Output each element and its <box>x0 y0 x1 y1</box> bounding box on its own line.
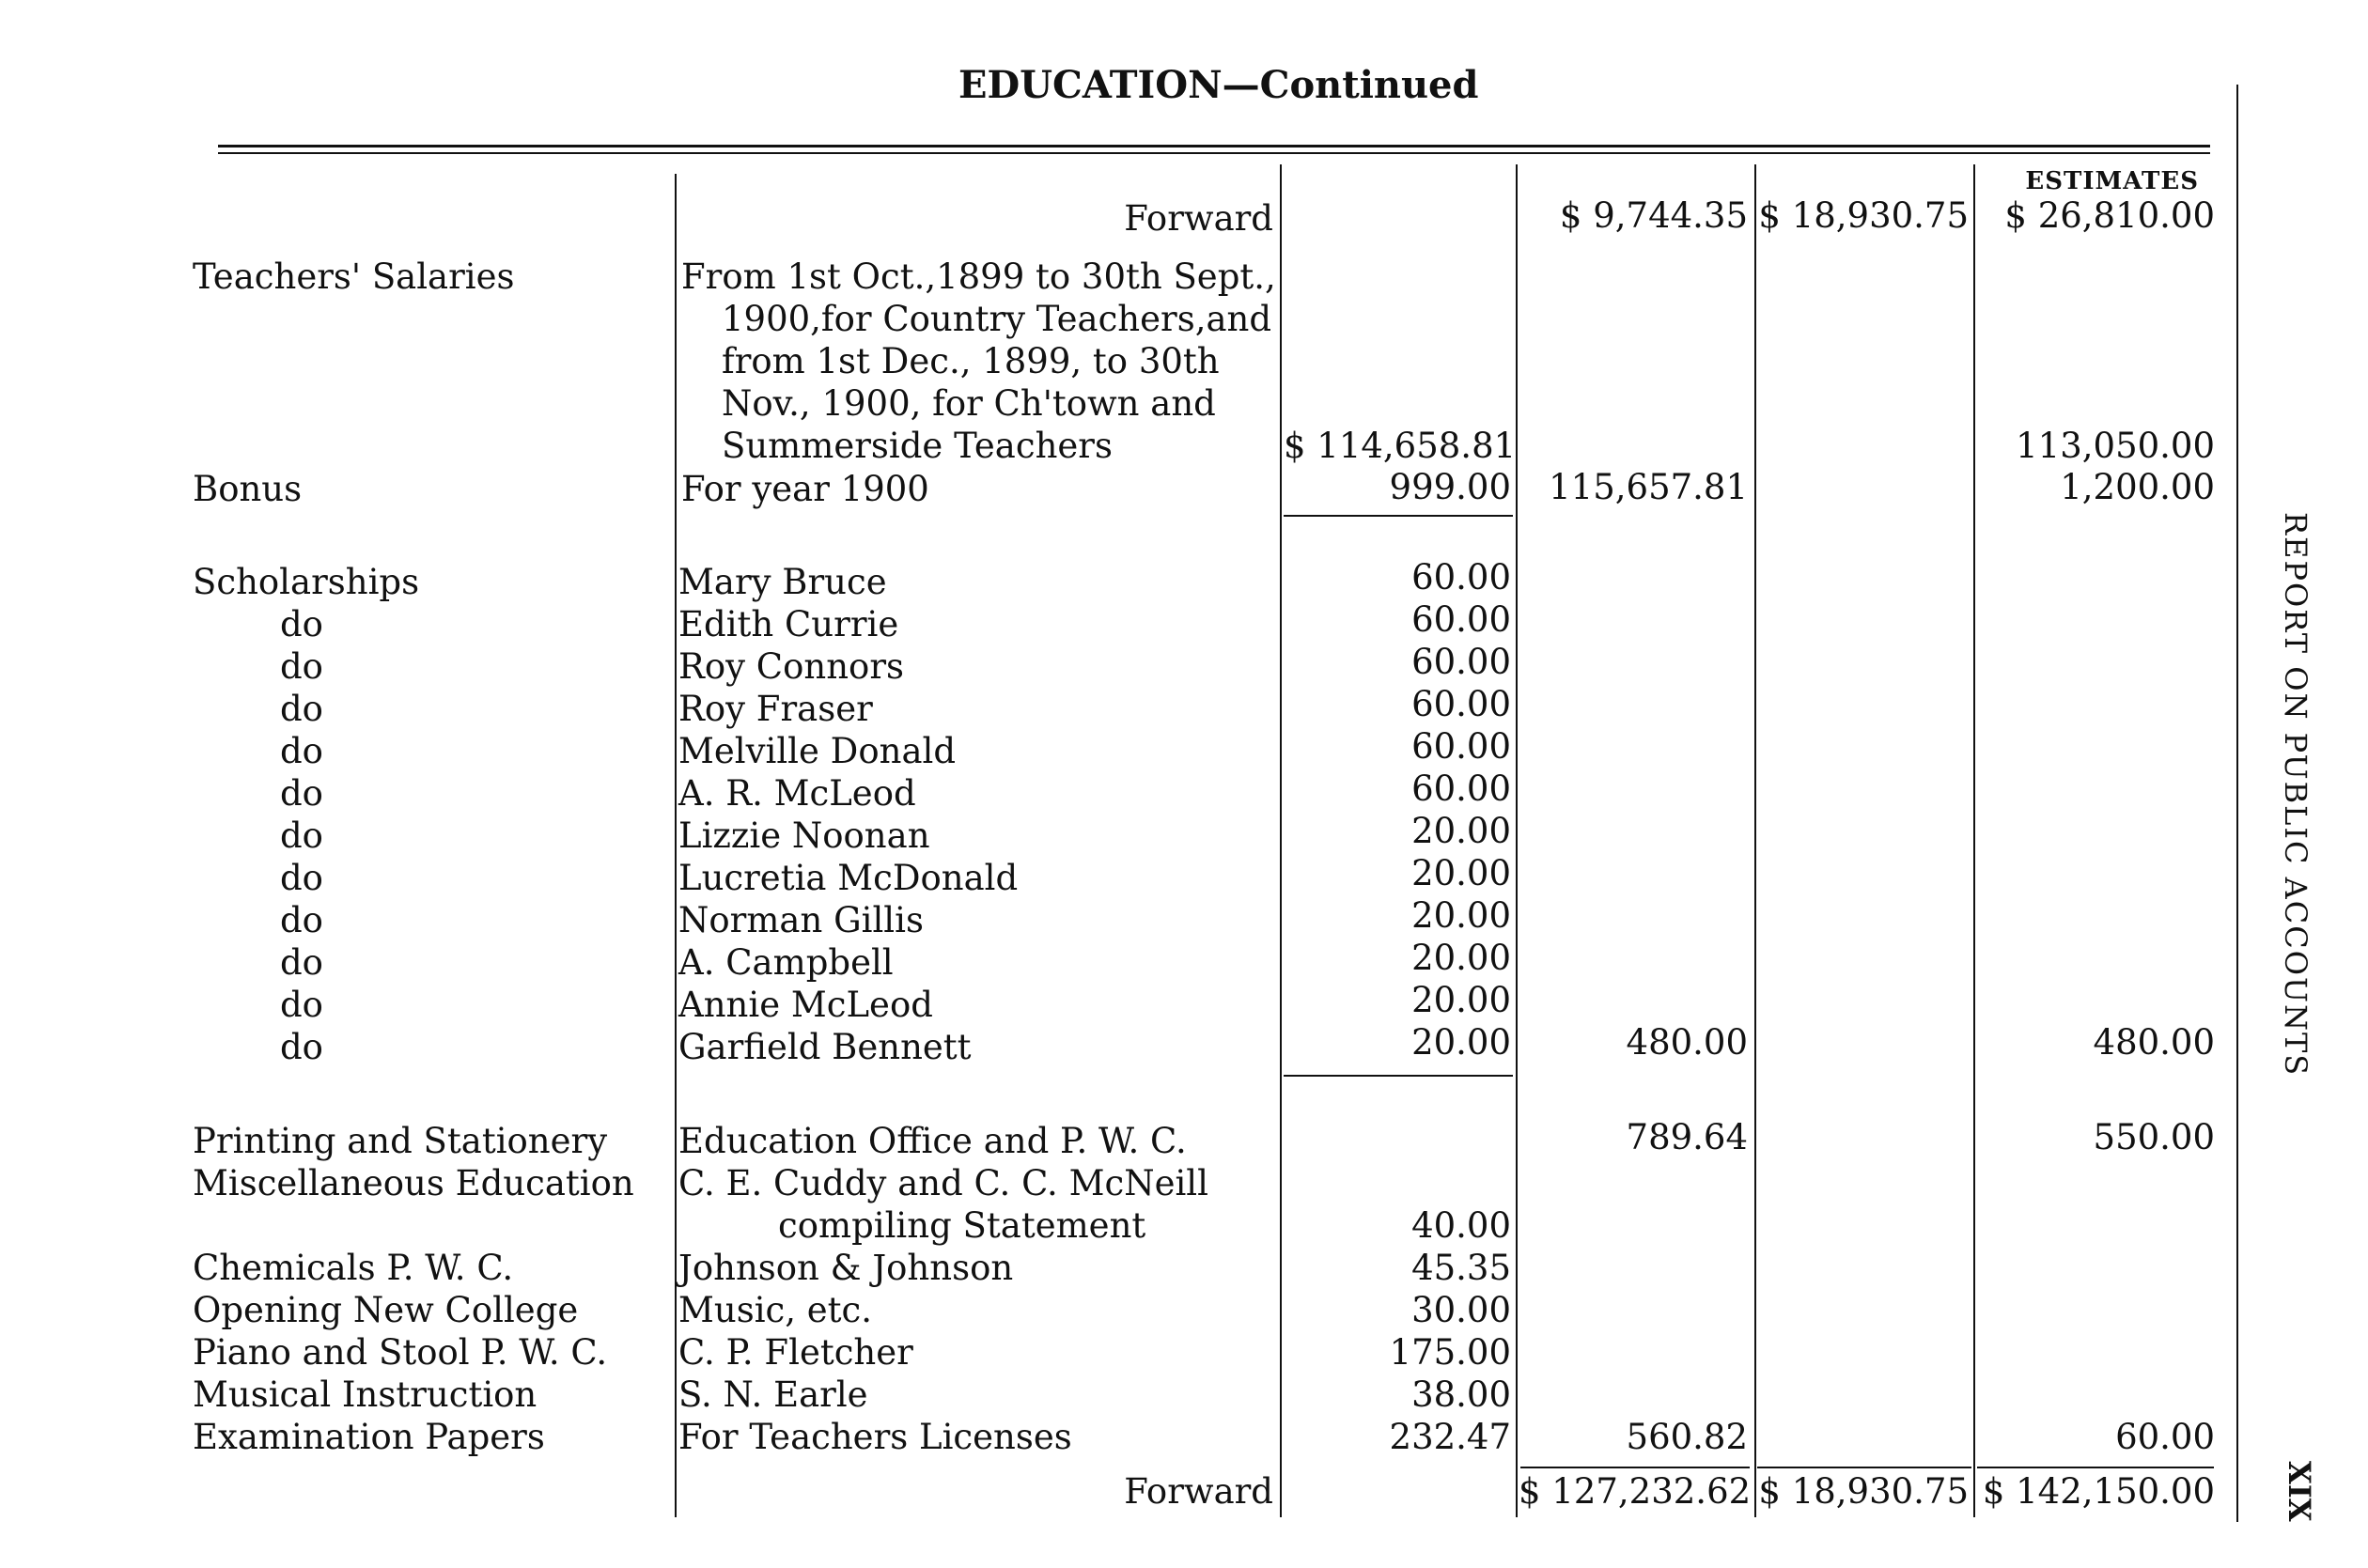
teachers-desc-line-3: from 1st Dec., 1899, to 30th <box>722 341 1220 381</box>
forward-bottom-col4: $ 18,930.75 <box>1758 1471 1969 1512</box>
teachers-desc-line-4: Nov., 1900, for Ch'town and <box>722 383 1216 424</box>
printing-estimate: 550.00 <box>2093 1117 2215 1157</box>
column-rule-description <box>675 174 677 1517</box>
opening-desc: Music, etc. <box>678 1290 873 1330</box>
forward-top-label: Forward <box>1124 198 1273 239</box>
misc-desc-line-1: C. E. Cuddy and C. C. McNeill <box>678 1163 1208 1203</box>
forward-bottom-col5: $ 142,150.00 <box>1982 1471 2215 1512</box>
column-rule-amount-3 <box>1754 164 1756 1517</box>
scholarship-amount: 20.00 <box>1411 811 1511 851</box>
scholarship-amount: 60.00 <box>1411 768 1511 809</box>
forward-bottom-col3: $ 127,232.62 <box>1519 1471 1752 1512</box>
piano-label: Piano and Stool P. W. C. <box>193 1332 608 1373</box>
scholarship-name: Roy Connors <box>678 646 904 687</box>
scholarship-amount: 20.00 <box>1411 1022 1511 1063</box>
bonus-total-rule <box>1284 515 1513 517</box>
teachers-desc-line-5: Summerside Teachers <box>722 426 1113 466</box>
scholarship-amount: 60.00 <box>1411 557 1511 598</box>
page-title: EDUCATION—Continued <box>958 63 1479 107</box>
total-rule-col4 <box>1757 1467 1971 1468</box>
scholarship-amount: 20.00 <box>1411 980 1511 1020</box>
scholarships-subtotal: 480.00 <box>1626 1022 1748 1063</box>
bonus-amount: 999.00 <box>1389 467 1511 507</box>
scholarship-amount: 20.00 <box>1411 853 1511 893</box>
piano-desc: C. P. Fletcher <box>678 1332 913 1373</box>
scholarship-amount: 60.00 <box>1411 642 1511 682</box>
exam-subtotal: 560.82 <box>1626 1417 1748 1457</box>
misc-amount: 40.00 <box>1411 1205 1511 1246</box>
scholarship-name: Lucretia McDonald <box>678 858 1019 898</box>
chemicals-amount: 45.35 <box>1411 1248 1511 1288</box>
teachers-estimate: 113,050.00 <box>2016 426 2215 466</box>
scholarship-do: do <box>280 858 323 898</box>
page-number: XIX <box>2282 1461 2317 1522</box>
scholarships-total-rule <box>1284 1075 1513 1077</box>
scholarship-name: Melville Donald <box>678 731 957 771</box>
scholarship-do: do <box>280 773 323 814</box>
scholarship-do: do <box>280 942 323 983</box>
scholarship-amount: 20.00 <box>1411 895 1511 936</box>
exam-estimate: 60.00 <box>2115 1417 2215 1457</box>
scholarship-do: do <box>280 900 323 940</box>
misc-label: Miscellaneous Education <box>193 1163 634 1203</box>
scholarship-amount: 20.00 <box>1411 938 1511 978</box>
musical-amount: 38.00 <box>1411 1374 1511 1415</box>
total-rule-col3 <box>1520 1467 1750 1468</box>
printing-subtotal: 789.64 <box>1626 1117 1748 1157</box>
musical-desc: S. N. Earle <box>678 1374 868 1415</box>
scholarship-amount: 60.00 <box>1411 726 1511 767</box>
header-rule-bottom <box>218 152 2210 154</box>
piano-amount: 175.00 <box>1389 1332 1511 1373</box>
bonus-label: Bonus <box>193 469 303 509</box>
exam-label: Examination Papers <box>193 1417 545 1457</box>
column-rule-amount-2 <box>1516 164 1518 1517</box>
bonus-desc: For year 1900 <box>681 469 929 509</box>
teachers-amount: $ 114,658.81 <box>1284 426 1517 466</box>
chemicals-desc: Johnson & Johnson <box>678 1248 1014 1288</box>
chemicals-label: Chemicals P. W. C. <box>193 1248 514 1288</box>
exam-desc: For Teachers Licenses <box>678 1417 1072 1457</box>
header-rule-top <box>218 145 2210 147</box>
estimates-header: ESTIMATES <box>2025 167 2199 195</box>
scholarship-name: Edith Currie <box>678 604 899 644</box>
misc-desc-line-2: compiling Statement <box>778 1205 1146 1246</box>
printing-desc: Education Office and P. W. C. <box>678 1121 1187 1161</box>
scholarship-do: do <box>280 985 323 1025</box>
forward-top-col4: $ 18,930.75 <box>1758 195 1969 236</box>
scholarship-name: Norman Gillis <box>678 900 924 940</box>
scholarship-do: do <box>280 815 323 856</box>
scholarships-label: Scholarships <box>193 562 420 602</box>
forward-bottom-label: Forward <box>1124 1471 1273 1512</box>
total-rule-col5 <box>1977 1467 2214 1468</box>
column-rule-amount-1 <box>1280 164 1282 1517</box>
scholarship-name: Roy Fraser <box>678 689 873 729</box>
scholarship-do: do <box>280 689 323 729</box>
column-rule-estimates <box>1973 164 1975 1517</box>
teachers-desc-line-1: From 1st Oct.,1899 to 30th Sept., <box>681 256 1276 297</box>
scholarship-amount: 60.00 <box>1411 599 1511 640</box>
side-running-title: REPORT ON PUBLIC ACCOUNTS <box>2278 512 2313 1078</box>
scholarship-do: do <box>280 731 323 771</box>
scholarship-name: Mary Bruce <box>678 562 887 602</box>
scholarship-name: A. Campbell <box>678 942 894 983</box>
forward-top-col5: $ 26,810.00 <box>2004 195 2215 236</box>
scholarship-name: Lizzie Noonan <box>678 815 930 856</box>
scholarship-do: do <box>280 604 323 644</box>
scholarship-name: Annie McLeod <box>678 985 933 1025</box>
scholarships-estimate: 480.00 <box>2093 1022 2215 1063</box>
page-edge-rule <box>2236 85 2238 1522</box>
scholarship-name: Garfield Bennett <box>678 1027 972 1067</box>
exam-amount: 232.47 <box>1389 1417 1511 1457</box>
scholarship-amount: 60.00 <box>1411 684 1511 724</box>
bonus-subtotal: 115,657.81 <box>1549 467 1748 507</box>
opening-label: Opening New College <box>193 1290 579 1330</box>
opening-amount: 30.00 <box>1411 1290 1511 1330</box>
teachers-salaries-label: Teachers' Salaries <box>193 256 515 297</box>
printing-label: Printing and Stationery <box>193 1121 608 1161</box>
forward-top-col3: $ 9,744.35 <box>1559 195 1748 236</box>
teachers-desc-line-2: 1900,for Country Teachers,and <box>722 299 1272 339</box>
scholarship-do: do <box>280 646 323 687</box>
scholarship-do: do <box>280 1027 323 1067</box>
bonus-estimate: 1,200.00 <box>2060 467 2215 507</box>
scholarship-name: A. R. McLeod <box>678 773 916 814</box>
musical-label: Musical Instruction <box>193 1374 537 1415</box>
